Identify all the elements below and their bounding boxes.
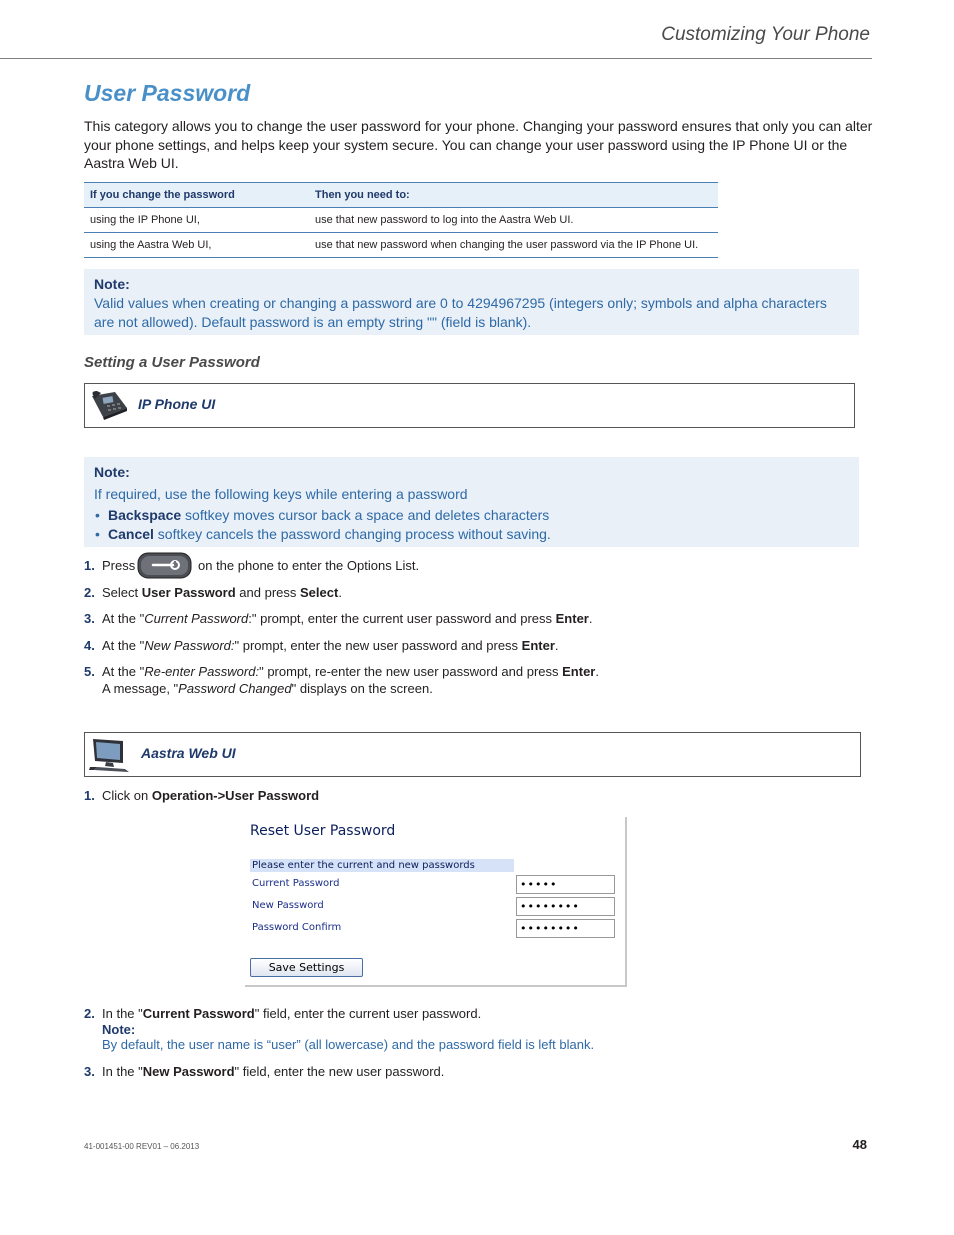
step-text: At the "Current Password:" prompt, enter the current user password and press Enter.: [102, 611, 593, 626]
note-text: By default, the user name is “user” (all lowercase) and the password field is left blank.: [102, 1037, 595, 1052]
ip-phone-ui-label: IP Phone UI: [138, 396, 216, 412]
screenshot-title: Reset User Password: [250, 823, 396, 839]
current-password-field[interactable]: •••••: [516, 875, 615, 894]
intro-paragraph: This category allows you to change the user password for your phone. Changing your password ensures that only you can alter your phone settings, and helps keep your system secure. You can change your user password using the IP Phone UI or the Aastra Web UI.: [84, 118, 873, 171]
note-key-list: [94, 506, 849, 544]
note-password-keys: [84, 457, 859, 547]
password-change-table: [84, 182, 718, 258]
table-cell: use that new password when changing the user password via the IP Phone UI.: [309, 233, 718, 258]
computer-monitor-icon: [89, 737, 133, 773]
new-password-field[interactable]: ••••••••: [516, 897, 615, 916]
step-text-pre: Press: [102, 558, 136, 573]
step-text: Select User Password and press Select.: [102, 585, 342, 600]
step-text: At the "New Password:" prompt, enter the new user password and press Enter.: [102, 638, 559, 653]
note-password-values: [84, 269, 859, 335]
document-code: 41-001451-00 REV01 – 06.2013: [84, 1142, 200, 1151]
step-number: 4.: [84, 638, 95, 653]
header-rule: [0, 58, 872, 59]
step-text: In the "Current Password" field, enter the current user password.: [102, 1006, 482, 1021]
desk-phone-icon: [89, 390, 129, 420]
table-row: [84, 233, 718, 258]
new-password-label: New Password: [252, 900, 324, 911]
note-intro: If required, use the following keys while entering a password: [94, 486, 468, 502]
list-item: [108, 525, 849, 544]
step-text-post: on the phone to enter the Options List.: [198, 558, 420, 573]
step-number: 1.: [84, 788, 95, 803]
key-name: Backspace: [108, 507, 182, 523]
step-number: 3.: [84, 1064, 95, 1079]
note-label: Note:: [102, 1022, 136, 1037]
table-cell: use that new password to log into the Aastra Web UI.: [309, 208, 718, 233]
step-text: Click on Operation->User Password: [102, 788, 320, 803]
table-cell: using the Aastra Web UI,: [84, 233, 309, 258]
step-text: At the "Re-enter Password:" prompt, re-enter the new user password and press Enter.: [102, 664, 599, 679]
key-description: softkey cancels the password changing process without saving.: [153, 526, 551, 542]
save-settings-button[interactable]: Save Settings: [250, 958, 363, 977]
password-confirm-label: Password Confirm: [252, 922, 342, 933]
running-head: Customizing Your Phone: [661, 24, 870, 45]
page-number: 48: [852, 1137, 867, 1152]
step-text-line2: A message, "Password Changed" displays on the screen.: [102, 681, 433, 696]
section-subheading: Setting a User Password: [84, 354, 260, 371]
table-row: [84, 208, 718, 233]
step-number: 5.: [84, 664, 95, 679]
note-text: Valid values when creating or changing a password are 0 to 4294967295 (integers only; symbols and alpha characters are not allowed). Default password is an empty string "" (field is blank).: [94, 295, 827, 330]
web-ui-box: [84, 732, 861, 777]
step-number: 1.: [84, 558, 95, 573]
web-ui-label: Aastra Web UI: [141, 745, 236, 761]
ip-phone-ui-box: [84, 383, 855, 428]
step-number: 2.: [84, 1006, 95, 1021]
step-text: In the "New Password" field, enter the new user password.: [102, 1064, 445, 1079]
screenshot-instruction-bar: Please enter the current and new passwords: [250, 859, 514, 872]
page-title: User Password: [84, 80, 251, 106]
note-label: Note:: [94, 464, 130, 480]
step-number: 3.: [84, 611, 95, 626]
table-header-row: [84, 183, 718, 208]
current-password-label: Current Password: [252, 878, 340, 889]
table-header-cell: If you change the password: [84, 183, 309, 208]
password-confirm-field[interactable]: ••••••••: [516, 919, 615, 938]
list-item: [108, 506, 849, 525]
options-key-icon: [137, 552, 192, 579]
reset-password-screenshot: [245, 817, 627, 987]
web-step-2-note: [102, 1022, 594, 1052]
key-name: Cancel: [108, 526, 154, 542]
step-number: 2.: [84, 585, 95, 600]
note-label: Note:: [94, 276, 130, 292]
table-cell: using the IP Phone UI,: [84, 208, 309, 233]
table-header-cell: Then you need to:: [309, 183, 718, 208]
key-description: softkey moves cursor back a space and deletes characters: [181, 507, 550, 523]
